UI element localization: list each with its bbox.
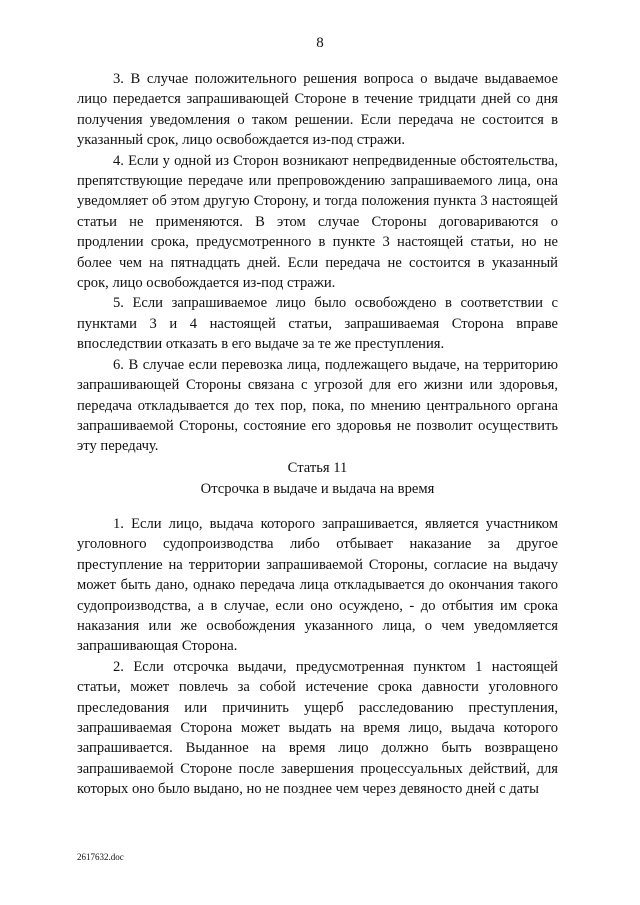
paragraph-10-4: 4. Если у одной из Сторон возникают непредвиденные обстоятельства, препятствующие передаче или препровождению запрашиваемого лица, она уведомляет об этом другую Сторону, и тогда положения пункта 3 настоящей статьи не применяются. В этом случае Стороны договариваются о продлении срока, предусмотренного в пункте 3 настоящей статьи, но не более чем на пятнадцать дней. Если передача не состоится в указанный срок, лицо освобождается из-под стражи. (77, 152, 558, 292)
article-number: Статья 11 (287, 460, 348, 476)
article-title: Отсрочка в выдаче и выдача на время (200, 481, 435, 497)
paragraph-10-3: 3. В случае положительного решения вопроса о выдаче выдаваемое лицо передается запрашивающей Стороне в течение тридцати дней со дня получения уведомления о таком решении. Если передача не состоится в указанный срок, лицо освобождается из-под стражи. (77, 71, 558, 149)
paragraph-11-1: 1. Если лицо, выдача которого запрашивается, является участником уголовного судопроизводства либо отбывает наказание за другое преступление на территории запрашиваемой Стороны, согласие на выдачу может быть дано, однако передача лица откладывается до окончания такого судопроизводства, а в случае, если оно осуждено, - до отбытия им срока наказания или же освобождения указанного лица, о чем уведомляется запрашивающая Сторона. (77, 516, 558, 655)
article-11-heading (77, 458, 558, 500)
paragraph-11-2: 2. Если отсрочка выдачи, предусмотренная пунктом 1 настоящей статьи, может повлечь за собой истечение срока давности уголовного преследования или причинить ущерб расследованию преступления, запрашиваемая Сторона может выдать на время лицо, выдача которого запрашивается. Выданное на время лицо должно быть возвращено запрашиваемой Стороне после завершения процессуальных действий, для которых оно было выдано, но не позднее чем через девяносто дней с даты (77, 658, 558, 798)
paragraph-10-6: 6. В случае если перевозка лица, подлежащего выдаче, на территорию запрашивающей Стороны связана с угрозой для его жизни или здоровья, передача откладывается до тех пор, пока, по мнению центрального органа запрашиваемой Стороны, состояние его здоровья не позволит осуществить эту передачу. (77, 356, 558, 455)
paragraph-10-5: 5. Если запрашиваемое лицо было освобождено в соответствии с пунктами 3 и 4 настоящей статьи, запрашиваемая Сторона вправе впоследствии отказать в его выдаче за те же преступления. (77, 295, 558, 353)
footer-document-code: 2617632.doc (77, 852, 124, 862)
article-10-continuation (77, 69, 558, 457)
article-11-body (77, 514, 558, 800)
page-number: 8 (316, 35, 324, 51)
